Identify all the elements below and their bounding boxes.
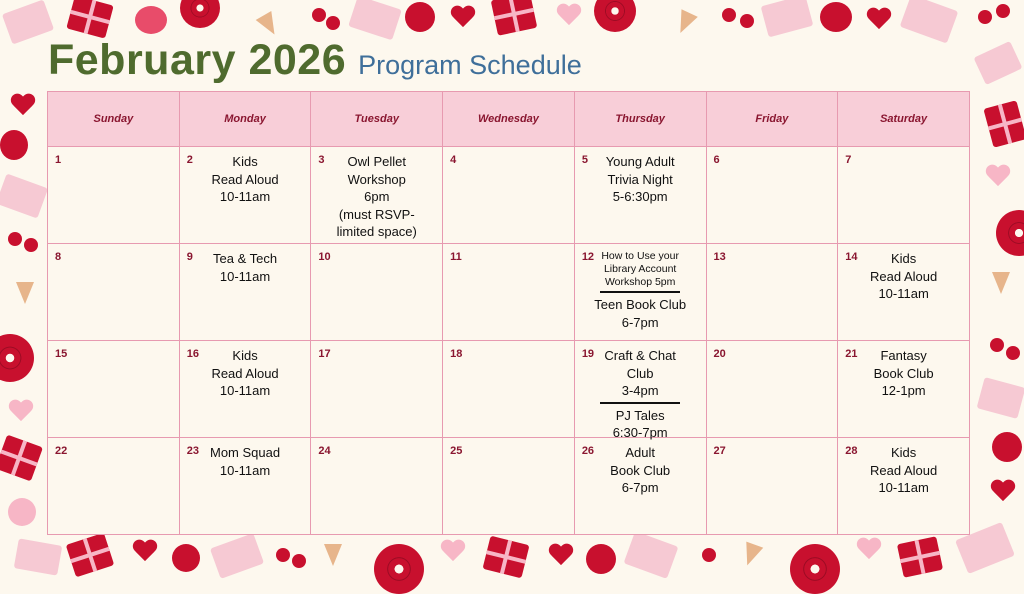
weekday-header-thursday: Thursday (574, 92, 706, 147)
calendar-day-cell (574, 147, 706, 244)
day-events (311, 153, 442, 241)
calendar-day-cell (838, 341, 970, 438)
heart-icon (556, 4, 582, 28)
strawberry-icon (0, 130, 28, 160)
event-divider (600, 291, 680, 293)
envelope-icon (900, 0, 959, 44)
calendar-day-cell (311, 438, 443, 535)
envelope-icon (624, 531, 679, 579)
gift-icon (897, 536, 943, 578)
calendar-day-cell (706, 341, 838, 438)
event-text: Teen Book Club 6-7pm (594, 297, 687, 330)
envelope-icon (0, 173, 48, 218)
ice-cream-icon (16, 282, 34, 304)
cherry-icon (8, 232, 22, 246)
ice-cream-icon (992, 272, 1010, 294)
calendar-week-row (48, 341, 970, 438)
calendar-week-row (48, 438, 970, 535)
gift-icon (66, 0, 113, 39)
calendar-day-cell (311, 341, 443, 438)
heart-icon (866, 8, 892, 32)
envelope-icon (977, 377, 1024, 419)
envelope-icon (974, 41, 1023, 85)
calendar-day-cell (48, 244, 180, 341)
strawberry-icon (8, 498, 36, 526)
event-text: Tea & Tech 10-11am (213, 251, 278, 284)
calendar-day-cell (443, 438, 575, 535)
strawberry-icon (172, 544, 200, 572)
cherry-icon (1006, 346, 1020, 360)
gift-icon (0, 435, 43, 482)
ice-cream-icon (672, 9, 698, 37)
ice-cream-icon (324, 544, 342, 566)
day-number: 13 (713, 251, 726, 263)
cherry-icon (312, 8, 326, 22)
record-icon (374, 544, 424, 594)
day-number: 2 (186, 154, 193, 166)
event-text: Kids Read Aloud 10-11am (211, 154, 279, 204)
day-number: 23 (186, 445, 199, 457)
day-number: 8 (55, 251, 62, 263)
day-number: 20 (713, 348, 726, 360)
day-number: 21 (845, 348, 858, 360)
strawberry-icon (992, 432, 1022, 462)
event-text: PJ Tales 6:30-7pm (612, 407, 668, 440)
day-events (575, 444, 706, 497)
day-number: 17 (318, 348, 331, 360)
cherry-icon (978, 10, 992, 24)
day-events (180, 347, 311, 400)
gift-icon (983, 100, 1024, 147)
day-number: 7 (845, 154, 852, 166)
calendar-body (48, 147, 970, 535)
weekday-header-friday: Friday (706, 92, 838, 147)
calendar-day-cell (179, 341, 311, 438)
gift-icon (491, 0, 538, 36)
event-text: Adult Book Club 6-7pm (610, 445, 671, 495)
calendar-day-cell (48, 341, 180, 438)
day-number: 12 (581, 251, 595, 263)
day-number: 22 (55, 445, 68, 457)
day-events (180, 444, 311, 479)
day-number: 1 (55, 154, 62, 166)
day-number: 10 (318, 251, 331, 263)
record-icon (0, 334, 34, 382)
gift-icon (66, 533, 115, 578)
heart-icon (548, 544, 574, 568)
calendar-day-cell (574, 341, 706, 438)
calendar-day-cell (179, 438, 311, 535)
day-number: 3 (318, 154, 325, 166)
weekday-header-monday: Monday (179, 92, 311, 147)
heart-icon (132, 540, 158, 564)
weekday-header-row (48, 92, 970, 147)
heart-icon (440, 540, 466, 564)
ice-cream-icon (256, 11, 283, 39)
calendar-day-cell (574, 244, 706, 341)
cherry-icon (24, 238, 38, 252)
day-events (575, 153, 706, 206)
cherry-icon (990, 338, 1004, 352)
calendar-week-row (48, 244, 970, 341)
month-title: February 2026 (48, 36, 347, 84)
day-events (838, 347, 969, 400)
calendar-day-cell (706, 147, 838, 244)
envelope-icon (14, 538, 63, 575)
calendar-week-row (48, 147, 970, 244)
event-text: Young Adult Trivia Night 5-6:30pm (605, 154, 675, 204)
envelope-icon (210, 533, 264, 579)
day-number: 28 (845, 445, 858, 457)
strawberry-icon (135, 6, 167, 34)
heart-icon (985, 165, 1011, 189)
calendar-day-cell (838, 147, 970, 244)
schedule-subtitle: Program Schedule (358, 50, 582, 80)
day-events (575, 347, 706, 442)
envelope-icon (761, 0, 814, 37)
record-icon (996, 210, 1024, 256)
calendar-day-cell (48, 438, 180, 535)
calendar-day-cell (443, 341, 575, 438)
calendar-day-cell (706, 244, 838, 341)
ice-cream-icon (739, 542, 763, 569)
page-title (48, 36, 582, 85)
cherry-icon (996, 4, 1010, 18)
day-number: 25 (450, 445, 463, 457)
calendar-day-cell (443, 244, 575, 341)
gift-icon (482, 536, 529, 579)
day-events (838, 444, 969, 497)
day-number: 11 (450, 251, 462, 263)
event-text: How to Use your Library Account Workshop 5pm (601, 250, 679, 288)
record-icon (790, 544, 840, 594)
heart-icon (990, 480, 1016, 504)
weekday-header-saturday: Saturday (838, 92, 970, 147)
envelope-icon (348, 0, 402, 40)
cherry-icon (722, 8, 736, 22)
strawberry-icon (820, 2, 852, 32)
day-number: 26 (581, 445, 595, 457)
day-number: 18 (450, 348, 463, 360)
calendar-day-cell (48, 147, 180, 244)
event-text: Kids Read Aloud 10-11am (869, 445, 938, 495)
day-number: 6 (713, 154, 720, 166)
calendar-day-cell (838, 244, 970, 341)
calendar-day-cell (311, 244, 443, 341)
event-text: Mom Squad 10-11am (210, 445, 281, 478)
calendar-day-cell (706, 438, 838, 535)
weekday-header-wednesday: Wednesday (443, 92, 575, 147)
strawberry-icon (586, 544, 616, 574)
calendar-day-cell (179, 244, 311, 341)
event-text: Kids Read Aloud 10-11am (869, 251, 938, 301)
day-number: 4 (450, 154, 457, 166)
cherry-icon (292, 554, 306, 568)
day-number: 9 (186, 251, 193, 263)
day-number: 16 (186, 348, 199, 360)
calendar-day-cell (311, 147, 443, 244)
cherry-icon (740, 14, 754, 28)
event-text: Owl Pellet Workshop 6pm (must RSVP- limited space) (336, 154, 417, 239)
heart-icon (856, 538, 882, 562)
cherry-icon (702, 548, 716, 562)
day-events (180, 250, 311, 285)
day-number: 27 (713, 445, 726, 457)
weekday-header-sunday: Sunday (48, 92, 180, 147)
strawberry-icon (405, 2, 435, 32)
record-icon (180, 0, 220, 28)
event-text: Kids Read Aloud 10-11am (211, 348, 279, 398)
weekday-header-tuesday: Tuesday (311, 92, 443, 147)
event-text: Craft & Chat Club 3-4pm (604, 348, 676, 398)
envelope-icon (2, 0, 54, 45)
day-number: 19 (581, 348, 595, 360)
event-divider (600, 402, 680, 404)
cherry-icon (276, 548, 290, 562)
heart-icon (10, 94, 36, 118)
day-number: 5 (581, 154, 588, 166)
heart-icon (450, 6, 476, 30)
calendar-day-cell (574, 438, 706, 535)
day-events (180, 153, 311, 206)
day-number: 14 (845, 251, 858, 263)
heart-icon (8, 400, 34, 424)
calendar-day-cell (443, 147, 575, 244)
day-events (575, 250, 706, 331)
record-icon (594, 0, 636, 32)
event-text: Fantasy Book Club 12-1pm (873, 348, 934, 398)
day-number: 24 (318, 445, 331, 457)
day-number: 15 (55, 348, 68, 360)
day-events (838, 250, 969, 303)
calendar-day-cell (838, 438, 970, 535)
cherry-icon (326, 16, 340, 30)
calendar-day-cell (179, 147, 311, 244)
calendar-grid (47, 91, 970, 535)
